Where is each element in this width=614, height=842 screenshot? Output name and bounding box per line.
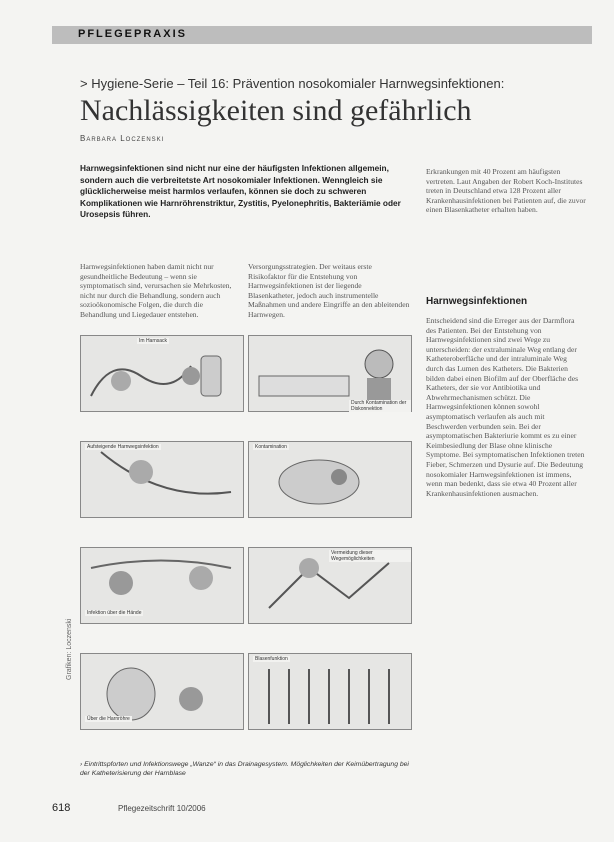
body-column-middle: Versorgungsstrategien. Der weitaus erste Risikofaktor für die Entstehung von Harnwegsinfektionen ist der liegende Blasenkatheter, jedoch auch instrumentelle Maßnahmen und andere Eingriffe an den ableitenden Harnwegen. <box>248 262 410 319</box>
body-column-left: Harnwegsinfektionen haben damit nicht nur gesundheitliche Bedeutung – wenn sie symptomatisch sind, verursachen sie Mehrkosten, nicht nur durch die Behandlung, sondern auch sozioökonomische Folgen, die durch die Behandlung und Liegedauer entstehen. <box>80 262 232 319</box>
body-column-right: Entscheidend sind die Erreger aus der Darmflora des Patienten. Bei der Entstehung von Harnwegsinfektionen sind zwei Wege zu unterscheiden: der extraluminale Weg entlang der Katheteroberfläche und der intraluminale Weg durch das Lumen des Katheters. Die Bakterien bilden dabei einen Biofilm auf der Oberfläche des Katheters, der sie vor Antibiotika und Abwehrmechanismen schützt. Die Harnwegsinfektionen können sowohl asymptomatisch verlaufen als auch mit Beschwerden verbunden sein. Bei der asymptomatischen Bakteriurie kommt es zu einer Keimbesiedlung der Blase ohne klinische Symptome. Bei symptomatischen Infektionen treten Fieber, Schmerzen und Dysurie auf. Die Bedeutung nosokomialer Harnwegsinfektionen ist immens, wenn man bedenkt, dass sie etwa 40 Prozent aller Krankenhausinfektionen ausmachen. <box>426 316 585 498</box>
panel-label: Aufsteigende Harnwegsinfektion <box>87 444 159 450</box>
panel-label: Durch Kontamination der Diskonnektion <box>349 400 411 412</box>
illustration-panel-5 <box>80 547 244 624</box>
journal-name: Pflegezeitschrift 10/2006 <box>118 804 206 813</box>
section-label: PFLEGEPRAXIS <box>78 28 187 40</box>
illustration-panel-8 <box>248 653 412 730</box>
image-credit: Grafiken: Loczenski <box>66 618 73 680</box>
cartoon-drainage-bag-illustration <box>81 336 243 411</box>
cartoon-bars-illustration <box>249 654 411 729</box>
panel-label: Blasenfunktion <box>255 656 288 662</box>
panel-label: Infektion über die Hände <box>87 610 142 616</box>
author-name: Barbara Loczenski <box>80 134 165 143</box>
cartoon-bladder-illustration <box>249 442 411 517</box>
illustration-panel-2 <box>248 335 412 412</box>
figure-caption: › Eintrittspforten und Infektionswege „Wanze“ in das Drainagesystem. Möglichkeiten der Keimübertragung bei der Katheterisierung der Harnblase <box>80 761 409 777</box>
illustration-panel-6 <box>248 547 412 624</box>
page-number: 618 <box>52 802 71 814</box>
section-header-bar <box>52 26 592 44</box>
section-heading: Harnwegsinfektionen <box>426 296 528 307</box>
illustration-panel-4 <box>248 441 412 518</box>
panel-label: Vermeidung dieser Wegemöglichkeiten <box>329 550 411 562</box>
illustration-panel-7 <box>80 653 244 730</box>
article-title: Nachlässigkeiten sind gefährlich <box>80 94 472 127</box>
series-subtitle: > Hygiene-Serie – Teil 16: Prävention nosokomialer Harnwegsinfektionen: <box>80 76 505 91</box>
illustration-panel-3 <box>80 441 244 518</box>
body-column-right-top: Erkrankungen mit 40 Prozent am häufigsten vertreten. Laut Angaben der Robert Koch-Institutes treten in Deutschland etwa 128 Prozent aller Krankenhausinfektionen bei Patienten auf, die zuvor einen Blasenkatheter erhalten haben. <box>426 167 586 215</box>
lead-paragraph: Harnwegsinfektionen sind nicht nur eine der häufigsten Infektionen allgemein, sondern auch die verbreitetste Art nosokomialer Infektionen. Wenngleich sie glücklicherweise meist harmlos verlaufen, können sie doch zu schweren Komplikationen wie Harnröhrenstriktur, Zystitis, Pyelonephritis, Bakteriämie oder Urosepsis führen. <box>80 163 401 219</box>
panel-label: Im Harnsack <box>139 338 168 344</box>
panel-label: Kontamination <box>255 444 287 450</box>
cartoon-catheter-illustration <box>81 442 243 517</box>
panel-label: Über die Harnröhre <box>87 716 130 722</box>
illustration-panel-1 <box>80 335 244 412</box>
